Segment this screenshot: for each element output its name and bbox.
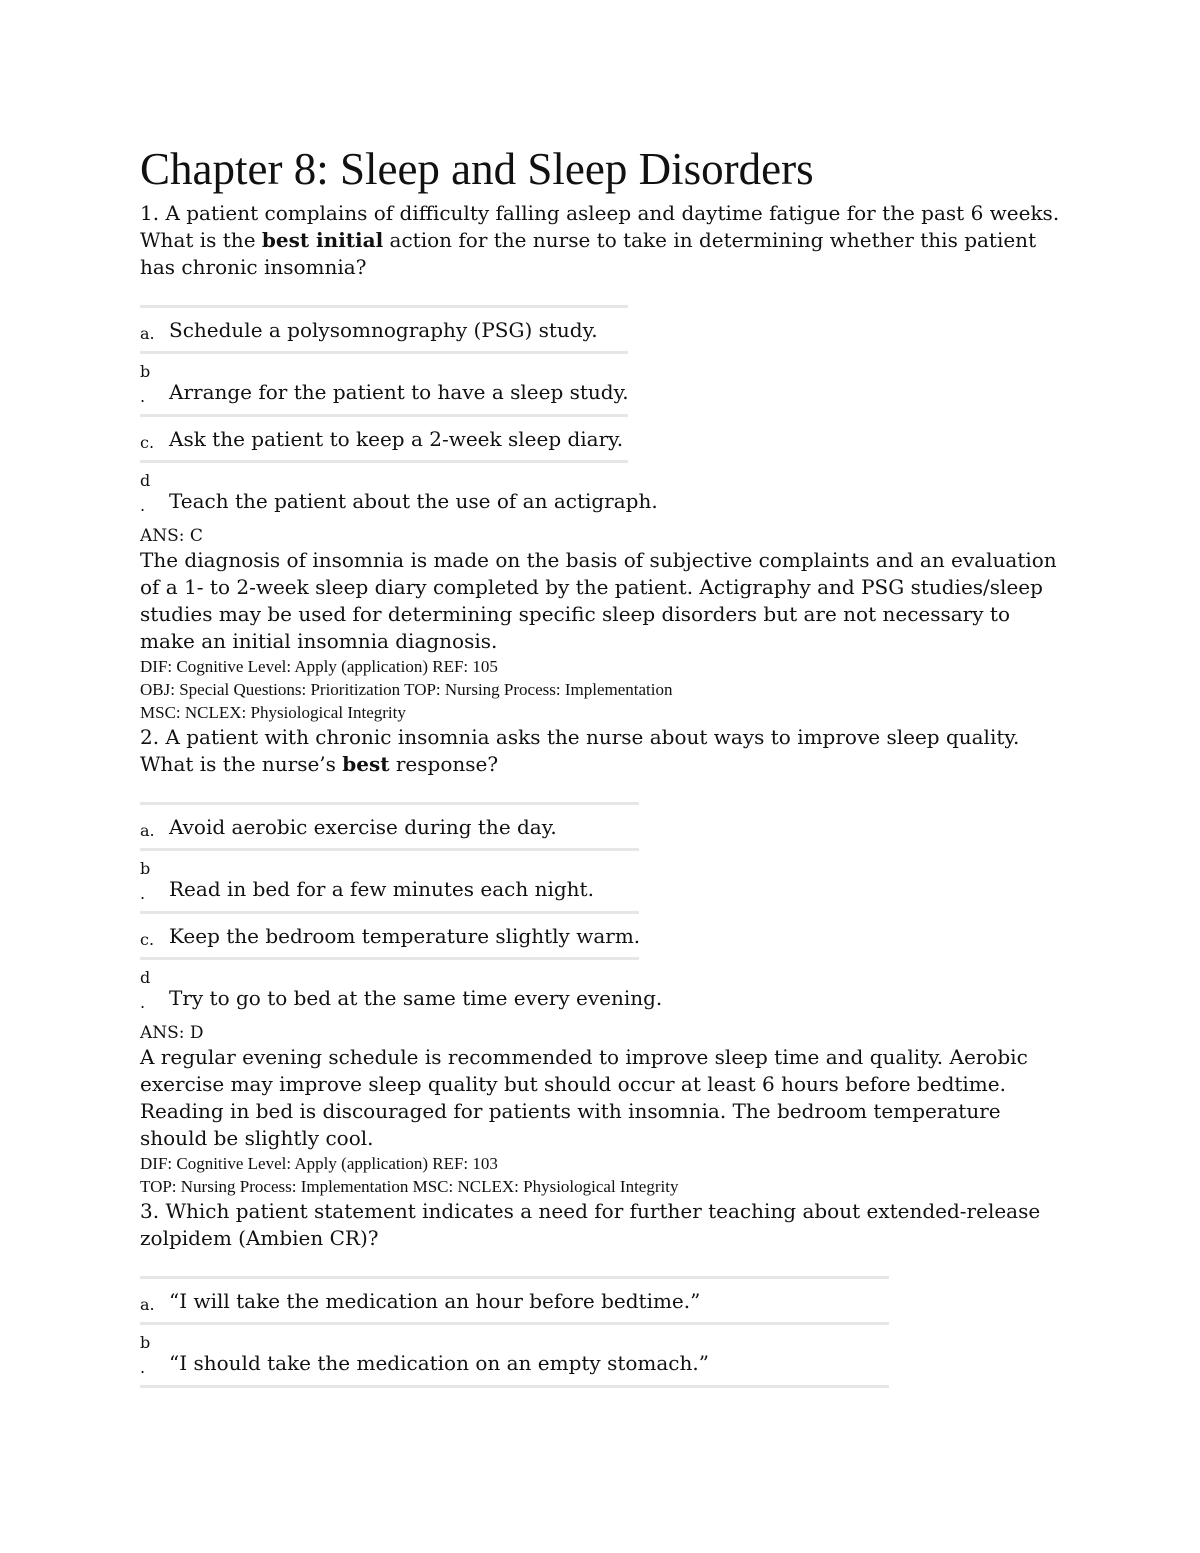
option-letter-dot: .: [140, 884, 146, 903]
option-text: Schedule a polysomnography (PSG) study.: [169, 318, 598, 342]
option-b: [140, 1322, 889, 1388]
stem-text: 3. Which patient statement indicates a need for further teaching about extended-release zolpidem (Ambien CR)?: [140, 1199, 1041, 1250]
option-text: Arrange for the patient to have a sleep study.: [169, 380, 629, 404]
stem-text: action for the nurse to take in determining whether this patient has chronic insomnia?: [140, 228, 1037, 279]
stem-text: response?: [389, 752, 499, 776]
option-letter: c.: [140, 433, 155, 452]
stem-text: 1. A patient complains of difficulty falling asleep and daytime fatigue for the past 6 weeks. What is the: [140, 201, 1060, 252]
option-a: [140, 802, 639, 848]
option-text: “I will take the medication an hour before bedtime.”: [169, 1289, 701, 1313]
option-letter: b: [140, 362, 151, 381]
metadata-line: DIF: Cognitive Level: Apply (application) REF: 105: [140, 657, 498, 676]
option-letter: b: [140, 1333, 151, 1352]
question-stem: [140, 200, 1070, 281]
option-letter: d: [140, 471, 151, 490]
options-table: [140, 802, 663, 1020]
option-b: [140, 848, 639, 911]
chapter-title: Chapter 8: Sleep and Sleep Disorders: [140, 144, 814, 194]
stem-emphasis: best: [342, 752, 390, 776]
question-1: [140, 200, 1070, 724]
option-letter: b: [140, 859, 151, 878]
option-c: [140, 414, 628, 460]
option-letter: d: [140, 968, 151, 987]
option-text: Teach the patient about the use of an actigraph.: [169, 489, 658, 513]
option-d: [140, 957, 663, 1020]
option-text: Avoid aerobic exercise during the day.: [169, 815, 557, 839]
option-letter: a.: [140, 821, 155, 840]
option-letter: c.: [140, 930, 155, 949]
option-letter-dot: .: [140, 1358, 146, 1377]
question-stem: [140, 724, 1070, 778]
stem-emphasis: best initial: [261, 228, 384, 252]
rationale: The diagnosis of insomnia is made on the basis of subjective complaints and an evaluation of a 1- to 2-week sleep diary completed by the patient. Actigraphy and PSG studies/sleep studies may be used for determining specific sleep disorders but are not necessary to make an initial insomnia diagnosis.: [140, 548, 1057, 653]
option-b: [140, 351, 628, 414]
metadata-line: TOP: Nursing Process: Implementation MSC: NCLEX: Physiological Integrity: [140, 1177, 679, 1196]
option-letter: a.: [140, 1295, 155, 1314]
option-d: [140, 460, 658, 523]
option-letter-dot: .: [140, 993, 146, 1012]
option-letter-dot: .: [140, 496, 146, 515]
question-2: [140, 724, 1070, 1198]
document-page: [140, 138, 1070, 1388]
answer-key: ANS: C: [140, 526, 203, 546]
metadata-line: DIF: Cognitive Level: Apply (application) REF: 103: [140, 1154, 498, 1173]
rationale: A regular evening schedule is recommended to improve sleep time and quality. Aerobic exercise may improve sleep quality but should occur at least 6 hours before bedtime. Reading in bed is discouraged for patients with insomnia. The bedroom temperature should be slightly cool.: [140, 1045, 1028, 1150]
option-c: [140, 911, 639, 957]
option-letter: a.: [140, 324, 155, 343]
option-text: Read in bed for a few minutes each night.: [169, 877, 594, 901]
option-letter-dot: .: [140, 387, 146, 406]
option-text: Keep the bedroom temperature slightly warm.: [169, 924, 641, 948]
stem-text: 2. A patient with chronic insomnia asks the nurse about ways to improve sleep quality. What is the nurse’s: [140, 725, 1020, 776]
question-stem: [140, 1198, 1070, 1252]
question-3: [140, 1198, 1070, 1388]
metadata-line: OBJ: Special Questions: Prioritization TOP: Nursing Process: Implementation: [140, 680, 673, 699]
option-a: [140, 305, 628, 351]
metadata-line: MSC: NCLEX: Physiological Integrity: [140, 703, 406, 722]
option-text: Ask the patient to keep a 2-week sleep diary.: [169, 427, 624, 451]
options-table: [140, 1276, 889, 1388]
option-a: [140, 1276, 889, 1322]
option-text: “I should take the medication on an empty stomach.”: [169, 1351, 709, 1375]
answer-key: ANS: D: [140, 1023, 204, 1043]
options-table: [140, 305, 658, 523]
option-text: Try to go to bed at the same time every evening.: [169, 986, 663, 1010]
